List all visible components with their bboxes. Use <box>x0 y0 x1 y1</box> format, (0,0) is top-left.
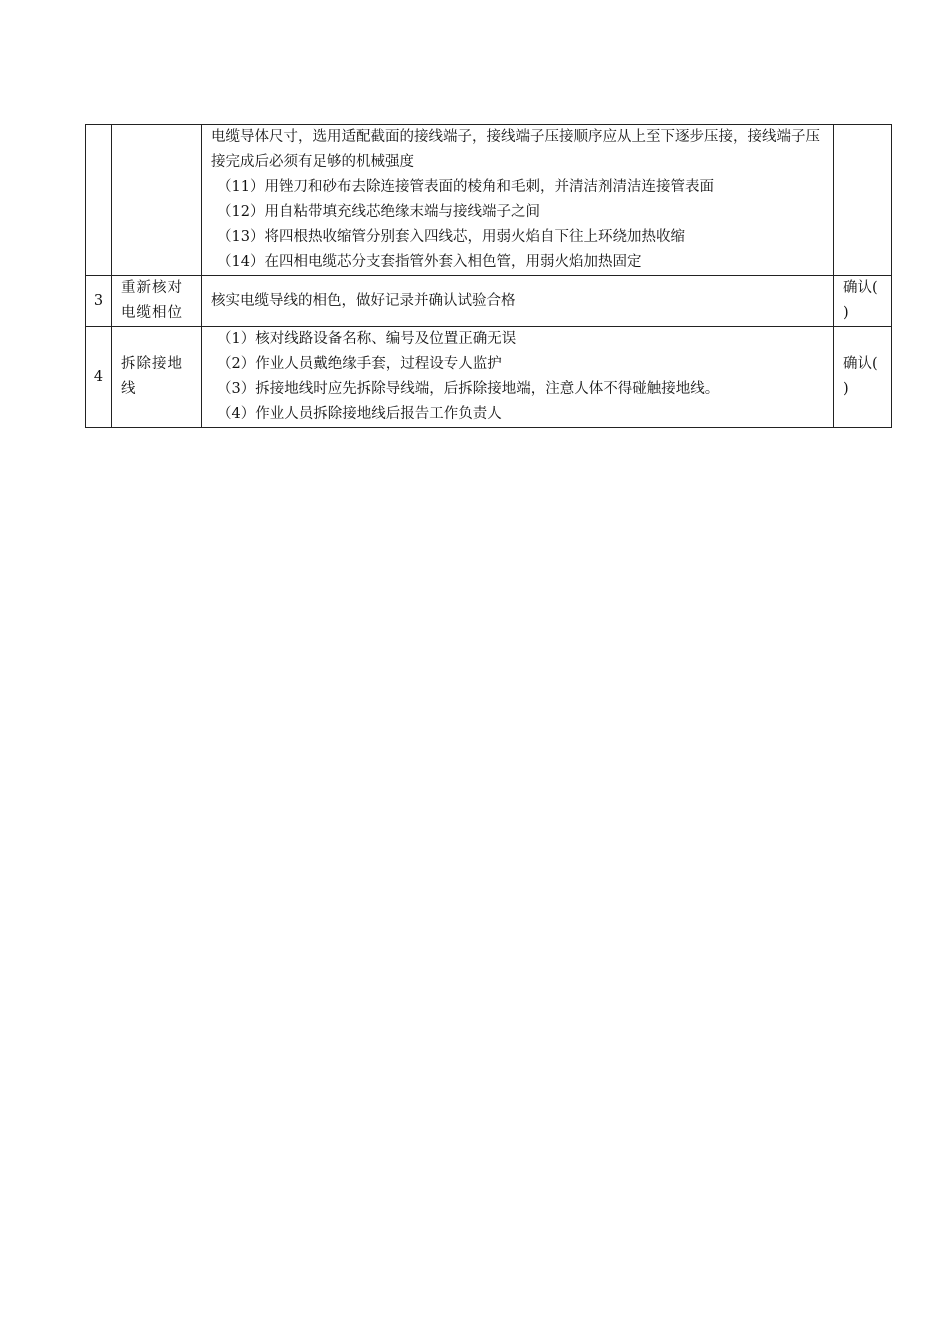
work-procedure-table <box>85 124 907 428</box>
table-row <box>86 327 892 428</box>
confirm-cell <box>834 125 892 276</box>
step-number-cell: 3 <box>86 276 112 327</box>
content-text: 电缆导体尺寸，选用适配截面的接线端子，接线端子压接顺序应从上至下逐步压接，接线端子压接完成后必须有足够的机械强度 <box>211 129 820 170</box>
step-number-cell: 4 <box>86 327 112 428</box>
step-name-cell: 拆除接地线 <box>112 327 202 428</box>
step-content-cell <box>202 125 834 276</box>
table-row <box>86 276 892 327</box>
sub-step-item: （1）核对线路设备名称、编号及位置正确无误 <box>217 331 517 347</box>
step-number-cell <box>86 125 112 276</box>
confirm-cell: 确认( ) <box>834 327 892 428</box>
sub-step-item: （13）将四根热收缩管分别套入四线芯，用弱火焰自下往上环绕加热收缩 <box>217 229 685 245</box>
step-content-cell <box>202 327 834 428</box>
confirm-cell: 确认( ) <box>834 276 892 327</box>
step-content-cell: 核实电缆导线的相色，做好记录并确认试验合格 <box>202 276 834 327</box>
step-name-cell <box>112 125 202 276</box>
sub-step-item: （12）用自粘带填充线芯绝缘末端与接线端子之间 <box>217 204 540 220</box>
sub-step-item: （3）拆接地线时应先拆除导线端，后拆除接地端，注意人体不得碰触接地线。 <box>217 381 720 397</box>
sub-step-item: （4）作业人员拆除接地线后报告工作负责人 <box>217 406 502 422</box>
step-name-cell: 重新核对电缆相位 <box>112 276 202 327</box>
sub-step-item: （2）作业人员戴绝缘手套，过程设专人监护 <box>217 356 502 372</box>
sub-step-item: （11）用锉刀和砂布去除连接管表面的棱角和毛刺，并清洁剂清洁连接管表面 <box>217 179 714 195</box>
sub-step-item: （14）在四相电缆芯分支套指管外套入相色管，用弱火焰加热固定 <box>217 254 642 270</box>
table-row <box>86 125 892 276</box>
